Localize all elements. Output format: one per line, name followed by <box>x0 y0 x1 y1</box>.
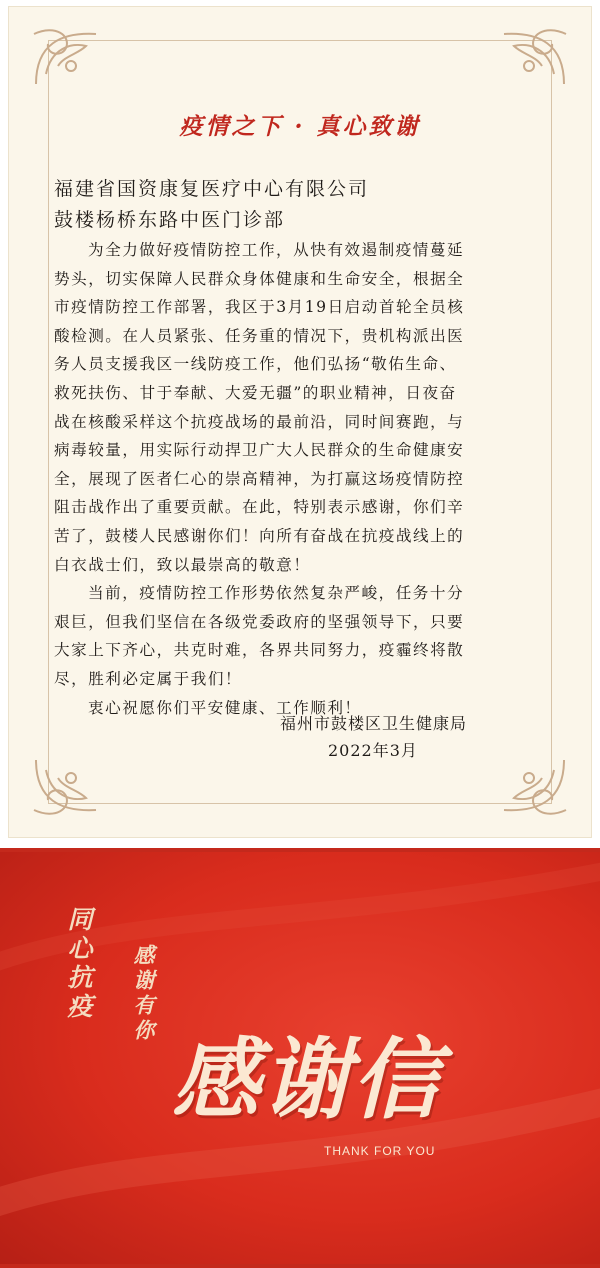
body-line: 当前，疫情防控工作形势依然复杂严峻，任务十分 <box>88 584 465 603</box>
body-line: 酸检测。在人员紧张、任务重的情况下，贵机构派出医 <box>54 326 465 345</box>
slogan-unity: 同心抗疫 <box>64 906 93 1022</box>
thank-you-card <box>0 848 600 1268</box>
body-line: 务人员支援我区一线防疫工作，他们弘扬“敬佑生命、 <box>54 355 457 374</box>
letter-date: 2022年3月 <box>328 741 418 760</box>
body-line: 尽，胜利必定属于我们！ <box>54 669 243 688</box>
signature: 福州市鼓楼区卫生健康局 <box>280 714 468 733</box>
slogan-thanks: 感谢有你 <box>131 944 156 1044</box>
corner-ornament-icon <box>16 740 136 830</box>
body-line: 苦了，鼓楼人民感谢你们！向所有奋战在抗疫战线上的 <box>54 526 465 545</box>
card-subtitle: THANK FOR YOU <box>324 1144 436 1158</box>
body-line: 战在核酸采样这个抗疫战场的最前沿，同时间赛跑，与 <box>54 412 465 431</box>
addressee-line: 福建省国资康复医疗中心有限公司 <box>54 178 370 200</box>
body-line: 艰巨，但我们坚信在各级党委政府的坚强领导下，只要 <box>54 612 465 631</box>
corner-ornament-icon <box>464 14 584 104</box>
body-line: 白衣战士们，致以最崇高的敬意！ <box>54 555 311 574</box>
addressee-line: 鼓楼杨桥东路中医门诊部 <box>54 209 286 231</box>
body-line: 全，展现了医者仁心的崇高精神，为打赢这场疫情防控 <box>54 469 465 488</box>
body-line: 阻击战作出了重要贡献。在此，特别表示感谢，你们辛 <box>54 498 465 517</box>
body-line: 为全力做好疫情防控工作，从快有效遏制疫情蔓延 <box>88 241 465 259</box>
body-line: 势头，切实保障人民群众身体健康和生命安全，根据全 <box>54 269 465 288</box>
card-main-title: 感谢信 <box>172 1027 443 1131</box>
body-line: 大家上下齐心，共克时难，各界共同努力，疫霾终将散 <box>54 641 465 660</box>
body-line: 病毒较量，用实际行动捍卫广大人民群众的生命健康安 <box>54 441 465 460</box>
body-line: 市疫情防控工作部署，我区于3月19日启动首轮全员核 <box>54 298 465 317</box>
signature-block <box>280 710 520 764</box>
thank-you-letter <box>8 6 592 838</box>
addressee <box>54 174 369 236</box>
body-line: 救死扶伤、甘于奉献、大爱无疆”的职业精神，日夜奋 <box>54 383 457 402</box>
letter-body <box>54 236 554 722</box>
letter-title: 疫情之下 · 真心致谢 <box>179 113 421 140</box>
corner-ornament-icon <box>16 14 136 104</box>
body-line: 衷心祝愿你们平安健康、工作顺利！ <box>88 698 362 717</box>
